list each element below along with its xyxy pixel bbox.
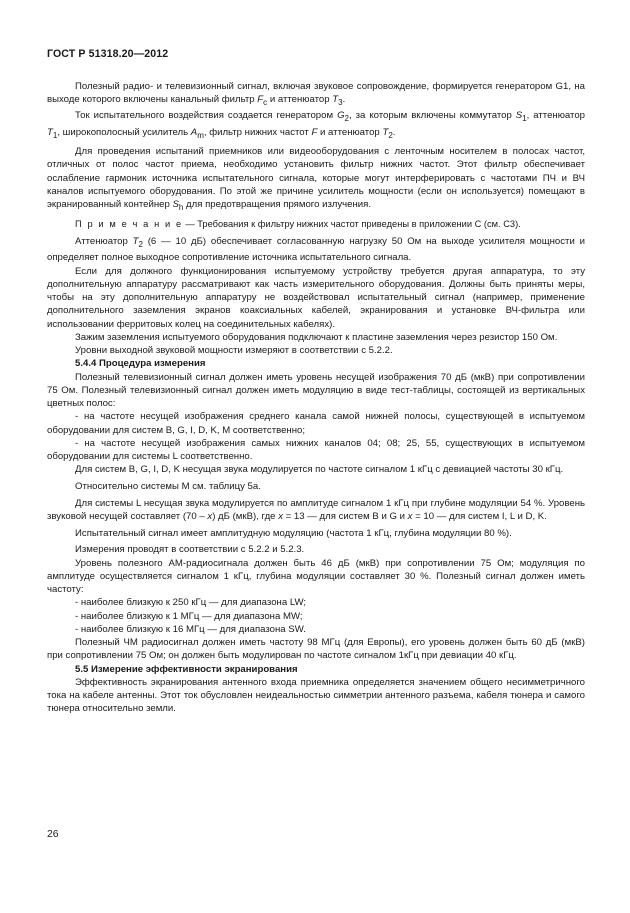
document-header: ГОСТ Р 51318.20—2012 [47, 48, 169, 60]
paragraph [47, 109, 585, 141]
paragraph: Измерения проводят в соответствии с 5.2.2 и 5.2.3. [75, 544, 305, 556]
text: , аттенюатор [526, 110, 586, 122]
paragraph [47, 80, 585, 109]
subscript: h [178, 203, 184, 213]
subscript: 3 [338, 98, 343, 108]
subscript: 2 [388, 130, 393, 140]
symbol: T [132, 236, 139, 248]
paragraph: Эффективность экранирования антенного входа приемника определяется значением общего несимметричного тока на кабеле антенны. Этот ток обусловлен неидеальностью симметрии антенного разъема, кабеля тюнера и самого тюнера относительно земли. [47, 676, 585, 715]
text: и аттенюатор [317, 126, 383, 138]
subscript: 1 [52, 130, 58, 140]
text: Для системы L несущая звука модулируется по амплитуде сигналом 1 кГц при глубине модуляции 54 %. Уровень звуковой несущей составляет (70 – [47, 497, 585, 522]
symbol: T [47, 126, 53, 138]
document-body [47, 80, 585, 716]
symbol: x [407, 510, 413, 522]
paragraph: Испытательный сигнал имеет амплитудную модуляцию (частота 1 кГц, глубина модуляции 80 %). [75, 527, 512, 539]
list-item: - наиболее близкую к 250 кГц — для диапазона LW; [75, 597, 307, 609]
list-item: - на частоте несущей изображения среднего канала самой нижней полосы, существующей в испытуемом оборудовании для систем В, G, I, D, K, M соответственно; [47, 411, 585, 436]
paragraph: Полезный ЧМ радиосигнал должен иметь частоту 98 МГц (для Европы), его уровень должен быть 60 дБ (мкВ) при сопротивлении 75 Ом; он должен быть модулирован по частоте сигналом 1кГц при девиации 40 кГц. [47, 637, 585, 662]
text: = 13 — для систем В и G и [282, 510, 408, 522]
paragraph: Уровни выходной звуковой мощности измеряют в соответствии с 5.2.2. [75, 345, 393, 357]
paragraph [47, 497, 585, 524]
symbol: A [190, 126, 198, 138]
symbol: x [207, 510, 213, 522]
paragraph: Относительно системы M см. таблицу 5а. [75, 481, 261, 493]
symbol: F [311, 126, 318, 138]
text: для предотвращения прямого излучения. [183, 199, 371, 211]
text: . [342, 94, 346, 106]
symbol: G [337, 110, 345, 122]
note-label: П р и м е ч а н и е [75, 219, 183, 230]
list-item: - наиболее близкую к 1 МГц — для диапазона MW; [75, 610, 303, 622]
list-item: - на частоте несущей изображения самых нижних каналов 04; 08; 25, 55, существующих в испытуемом оборудовании для системы L соответственно. [47, 437, 585, 463]
paragraph [47, 235, 585, 264]
text: и аттенюатор [267, 94, 333, 106]
text: Для проведения испытаний приемников или видеооборудования с ленточным носителем в полосах частот, отличных от полос частот приема, необходимо установить фильтр нижних частот. Этот фильтр обеспечивает ослабление гармоник источника испытательного сигнала, которые могут интерферировать с частотами ПЧ и ВЧ каналов испытуемого оборудования. По этой же причине усилитель мощности (если он используется) помещают в экранированный контейнер [47, 146, 585, 211]
subscript: c [263, 98, 268, 108]
text: , фильтр нижних частот [203, 126, 312, 138]
text: Полезный радио- и телевизионный сигнал, включая звуковое сопровождение, формируется генератором G1, на выходе которого включены канальный фильтр [47, 81, 585, 106]
note-text: — Требования к фильтру нижних частот приведены в приложении С (см. С3). [182, 219, 521, 230]
paragraph: Если для должного функционирования испытуемому устройству требуется другая аппаратура, то эту дополнительную аппаратуру рассматривают как часть измерительного оборудования. Должны быть приняты меры, чтобы на эту дополнительную аппаратуру не воздействовал испытательный сигнал (например, применение дополнительного заземления экранов коаксиальных кабелей, экранирования и установке ВЧ-фильтра или использовании ферритовых колец на соединительных кабелях). [47, 265, 585, 330]
subscript: 2 [344, 114, 349, 124]
note [47, 218, 585, 231]
symbol: T [332, 94, 339, 106]
symbol: F [257, 94, 264, 106]
text: ) дБ (мкВ), где [212, 510, 279, 522]
text: = 10 — для систем I, L и D, K. [412, 510, 547, 522]
symbol: S [515, 110, 523, 122]
list-item: - наиболее близкую к 16 МГц — для диапазона SW. [75, 623, 306, 635]
section-heading: 5.4.4 Процедура измерения [75, 358, 206, 370]
subscript: 2 [138, 240, 143, 250]
subscript: 1 [522, 114, 527, 124]
section-heading: 5.5 Измерение эффективности экранирования [75, 663, 298, 675]
paragraph: Полезный телевизионный сигнал должен иметь уровень несущей изображения 70 дБ (мкВ) при сопротивлении 75 Ом. Полезный телевизионный сигнал должен иметь модуляцию в виде тест-таблицы, состоящей из вертикальных цветных полос: [47, 371, 585, 410]
paragraph [47, 145, 585, 214]
text: . [392, 126, 396, 138]
text: , за которым включены коммутатор [348, 110, 516, 122]
page-number: 26 [47, 829, 59, 840]
symbol: S [172, 199, 179, 211]
text: Ток испытательного воздействия создается генератором [75, 110, 338, 122]
text: , широкополосный усилитель [57, 126, 191, 138]
text: Аттенюатор [75, 236, 133, 248]
symbol: T [382, 126, 389, 138]
text: (6 — 10 дБ) обеспечивает согласованную нагрузку 50 Ом на выходе усилителя мощности и определяет полное выходное сопротивление источника испытательного сигнала. [47, 236, 585, 264]
subscript: m [197, 130, 204, 140]
paragraph: Для систем В, G, I, D, K несущая звука модулируется по частоте сигналом 1 кГц с девиацией частоты 30 кГц. [75, 464, 564, 476]
paragraph: Уровень полезного АМ-радиосигнала должен быть 46 дБ (мкВ) при сопротивлении 75 Ом; модуляция по амплитуде осуществляется сигналом 1 кГц, глубина модуляции составляет 30 %. Полезный сигнал должен иметь частоту: [47, 557, 585, 596]
paragraph: Зажим заземления испытуемого оборудования подключают к пластине заземления через резистор 150 Ом. [75, 331, 558, 343]
symbol: x [278, 510, 283, 522]
